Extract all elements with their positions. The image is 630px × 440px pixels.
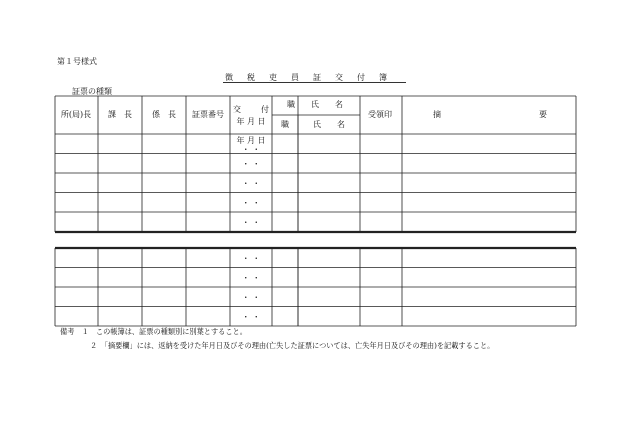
title-char: 徴 xyxy=(225,73,233,82)
header-cert-number: 証票番号 xyxy=(192,110,224,119)
note-2: ２ 「摘要欄」には、返納を受けた年月日及びその理由(亡失した証票については、亡失年月日及びその理由)を記載すること。 xyxy=(90,341,495,350)
header-issue-date: 年 月 日 xyxy=(236,117,266,126)
title-char: 員 xyxy=(291,73,299,82)
date-dots: ・ ・ xyxy=(241,179,261,188)
date-dots: ・ ・ xyxy=(241,254,261,263)
header-job-sub: 職 xyxy=(281,120,289,129)
title-char: 交 xyxy=(335,73,343,82)
date-dots-layer xyxy=(242,145,261,322)
date-dots: ・ ・ xyxy=(241,293,261,302)
header-name-sub: 氏 名 xyxy=(313,120,345,129)
header-subsection-chief: 係 長 xyxy=(152,110,176,119)
header-section-chief: 課 長 xyxy=(108,110,132,119)
notes-label: 備考 xyxy=(60,327,75,336)
date-dots: ・ ・ xyxy=(241,198,261,208)
header-job-name: 職 氏 名 xyxy=(287,100,343,109)
title-char: 吏 xyxy=(269,73,277,82)
note-line-2 xyxy=(60,339,494,353)
title-char: 税 xyxy=(247,73,255,82)
header-issue-right: 付 xyxy=(261,105,269,114)
header-remarks-right: 要 xyxy=(539,110,547,119)
form-number: 第１号様式 xyxy=(57,57,97,66)
note-line-1 xyxy=(60,325,494,339)
note-1: １ この帳簿は、証票の種類別に別葉とすること。 xyxy=(81,327,247,336)
title-char: 証 xyxy=(313,73,321,82)
title-char: 簿 xyxy=(379,73,387,82)
date-dots: ・ ・ xyxy=(241,145,261,154)
certificate-type-label: 証票の種類 xyxy=(72,87,112,96)
date-dots: ・ ・ xyxy=(241,273,261,283)
notes-block xyxy=(60,325,494,353)
date-dots: ・ ・ xyxy=(241,218,261,227)
header-issue-left: 交 xyxy=(233,105,241,114)
title-char: 付 xyxy=(357,73,365,82)
date-dots: ・ ・ xyxy=(241,312,261,322)
header-remarks-left: 摘 xyxy=(433,110,441,119)
header-receipt-seal: 受領印 xyxy=(368,110,392,119)
table-grid xyxy=(55,96,576,326)
first-row-date-label: 年 月 日 xyxy=(236,136,266,145)
date-dots: ・ ・ xyxy=(241,159,261,169)
header-office-chief: 所(局)長 xyxy=(60,110,92,119)
